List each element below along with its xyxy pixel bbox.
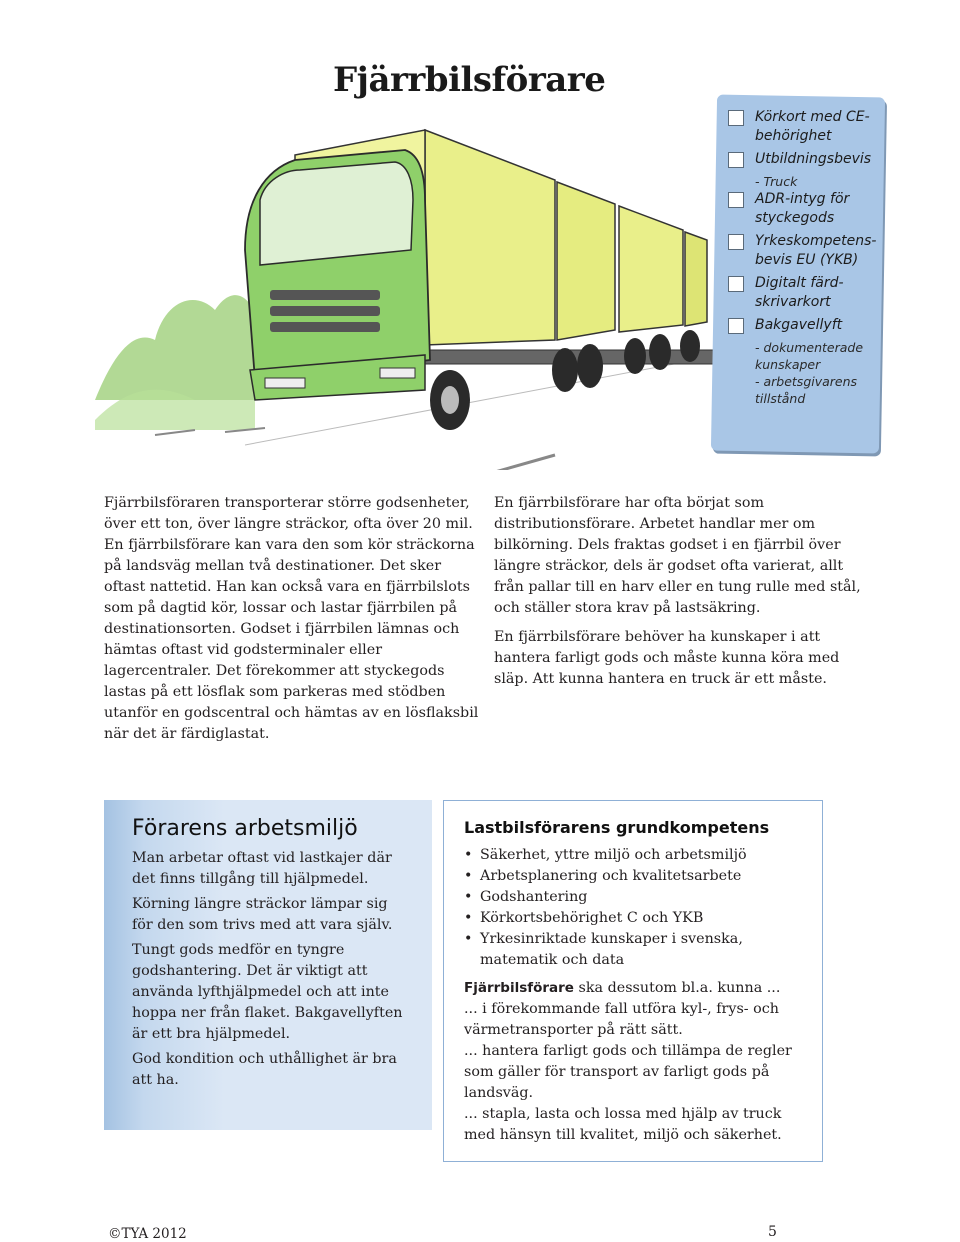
competence-extra [464,978,814,1146]
requirement-item [728,108,878,146]
page-title: Fjärrbilsförare [333,60,606,100]
bullet-icon: • [464,910,473,926]
list-item [464,845,814,866]
requirement-label: Utbildningsbevis [755,151,872,167]
bullet-icon: • [464,931,473,947]
intro-paragraph: En fjärrbilsförare behöver ha kunskaper i att hantera farligt gods och måste kunna köra med släp. Att kunna hantera en truck är ett måste. [494,629,840,687]
list-item-text: Yrkesinriktade kunskaper i svenska, matematik och data [480,931,743,968]
requirement-label: Yrkeskompetens-bevis EU (YKB) [755,233,877,268]
list-item-text: Godshantering [480,889,588,905]
requirement-item [728,190,878,228]
checkbox-icon [728,192,744,208]
competence-list [464,845,814,971]
requirement-item [728,316,878,407]
environment-paragraph: Tungt gods medför en tyngre godshantering. Det är viktigt att använda lyfthjälpmedel och att inte hoppa ner från flaket. Bakgavellyften är ett bra hjälpmedel. [132,942,403,1042]
requirement-item [728,150,878,190]
list-item-text: Körkortsbehörighet C och YKB [480,910,704,926]
page-number: 5 [768,1224,777,1240]
bullet-icon: • [464,847,473,863]
checkbox-icon [728,318,744,334]
intro-paragraph: Fjärrbilsföraren transporterar större godsenheter, över ett ton, över längre sträckor, ofta över 20 mil. En fjärrbilsförare kan vara den som kör sträckorna på landsväg mellan två destinationer. Det sker oftast nattetid. Han kan också vara en fjärrbilslots som på dagtid kör, lossar och lastar fjärrbilen på destinationsorten. Godset i fjärrbilen lämnas och hämtas oftast vid godsterminaler eller lagercentraler. Det förekommer att styckegods lastas på ett lösflak som parkeras med stödben utanför en godscentral och hämtas av en lösflaksbil när det är färdiglastat. [104,495,479,742]
checkbox-icon [728,110,744,126]
environment-paragraph: Körning längre sträckor lämpar sig för den som trivs med att vara själv. [132,896,393,933]
extra-bold: Fjärrbilsförare [464,980,574,996]
intro-paragraph: En fjärrbilsförare har ofta börjat som distributionsförare. Arbetet handlar mer om bilkörning. Dels fraktas godset i en fjärrbil över längre sträckor, dels är godset ofta varierat, allt från pallar till en harv eller en tung rulle med stål, och ställer stora krav på lastsäkring. [494,495,861,616]
environment-paragraph: Man arbetar oftast vid lastkajer där det finns tillgång till hjälpmedel. [132,850,392,887]
work-environment-text [132,848,412,1095]
extra-item: ... stapla, lasta och lossa med hjälp av truck med hänsyn till kvalitet, miljö och säkerhet. [464,1106,782,1143]
copyright: ©TYA 2012 [108,1226,187,1242]
list-item [464,908,814,929]
requirement-label: Digitalt färd-skrivarkort [755,275,844,310]
requirements-list [728,108,878,407]
checkbox-icon [728,276,744,292]
requirement-sub: - Truck [755,174,798,189]
requirement-item [728,232,878,270]
extra-intro [464,978,814,999]
list-item-text: Arbetsplanering och kvalitetsarbete [480,868,742,884]
requirement-label: ADR-intyg för styckegods [755,191,850,226]
checkbox-icon [728,234,744,250]
requirement-label: Bakgavellyft [755,317,843,333]
list-item [464,887,814,908]
work-environment-title: Förarens arbetsmiljö [132,816,358,841]
competence-title: Lastbilsförarens grundkompetens [464,818,770,837]
list-item [464,866,814,887]
checkbox-icon [728,152,744,168]
list-item-text: Säkerhet, yttre miljö och arbetsmiljö [480,847,747,863]
bullet-icon: • [464,889,473,905]
requirement-label: Körkort med CE-behörighet [755,109,870,144]
intro-right-column [494,493,864,698]
extra-item: ... hantera farligt gods och tillämpa de regler som gäller för transport av farligt gods på landsväg. [464,1043,792,1101]
bullet-icon: • [464,868,473,884]
environment-paragraph: God kondition och uthållighet är bra att ha. [132,1051,397,1088]
requirement-item [728,274,878,312]
intro-left-column [104,493,482,753]
truck-illustration [95,100,735,470]
requirement-sub: - arbetsgivarens tillstånd [755,374,858,406]
list-item [464,929,814,971]
extra-item: ... i förekommande fall utföra kyl-, frys- och värmetransporter på rätt sätt. [464,1001,779,1038]
requirement-sub: - dokumenterade kunskaper [755,340,864,372]
extra-rest: ska dessutom bl.a. kunna ... [573,980,781,996]
